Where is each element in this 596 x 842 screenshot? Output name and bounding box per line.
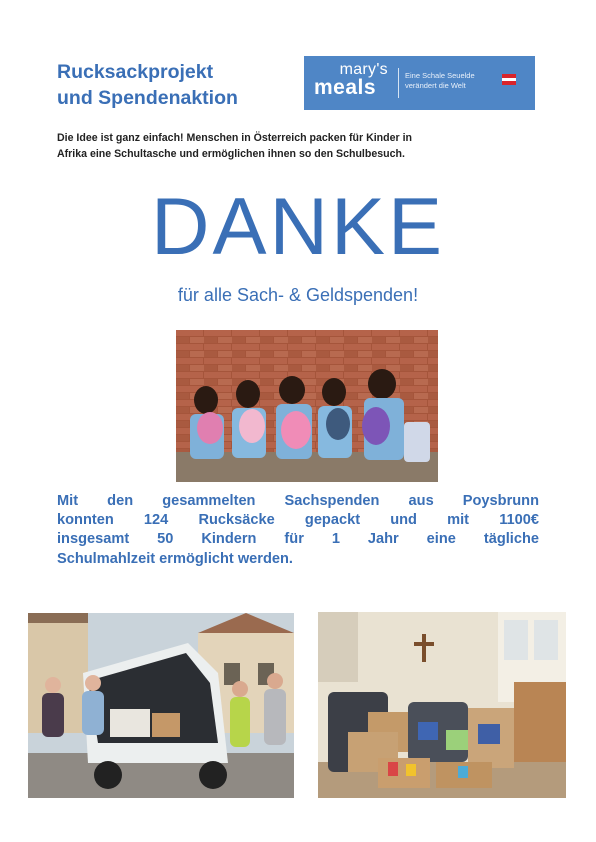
austria-flag-icon	[502, 74, 516, 85]
intro-line-2: Afrika eine Schultasche und ermöglichen ihnen so den Schulbesuch.	[57, 147, 405, 160]
intro-line-1: Die Idee ist ganz einfach! Menschen in Österreich packen für Kinder in	[57, 132, 412, 144]
result-line-1: Mit den gesammelten Sachspenden aus Poysbrunn	[57, 493, 539, 509]
title-line-1: Rucksackprojekt	[57, 61, 214, 83]
headline-danke: DANKE	[150, 182, 446, 272]
donated-backpacks-room-photo	[318, 612, 566, 798]
logo-brand-line-2: meals	[314, 76, 377, 99]
logo-tagline-line-1: Eine Schale Seuelde	[405, 71, 475, 80]
title-line-2: und Spendenaktion	[57, 87, 238, 109]
result-line-4: Schulmahlzeit ermöglicht werden.	[57, 550, 293, 567]
subheadline: für alle Sach- & Geldspenden!	[177, 285, 419, 305]
logo-brand-line-1: mary's	[339, 61, 388, 78]
logo-tagline	[405, 71, 475, 91]
result-line-2: konnten 124 Rucksäcke gepackt und mit 1100€	[57, 512, 539, 529]
children-with-backpacks-photo	[176, 330, 438, 482]
page-title	[57, 59, 238, 111]
donation-result-text	[57, 492, 539, 569]
car-loading-photo	[28, 613, 294, 798]
intro-text	[57, 131, 547, 162]
logo-tagline-line-2: verändert die Welt	[405, 81, 466, 90]
marys-meals-logo	[304, 56, 535, 110]
logo-divider	[398, 68, 399, 98]
result-line-3: insgesamt 50 Kindern für 1 Jahr eine tägliche	[57, 531, 539, 548]
logo-wordmark	[314, 62, 388, 98]
